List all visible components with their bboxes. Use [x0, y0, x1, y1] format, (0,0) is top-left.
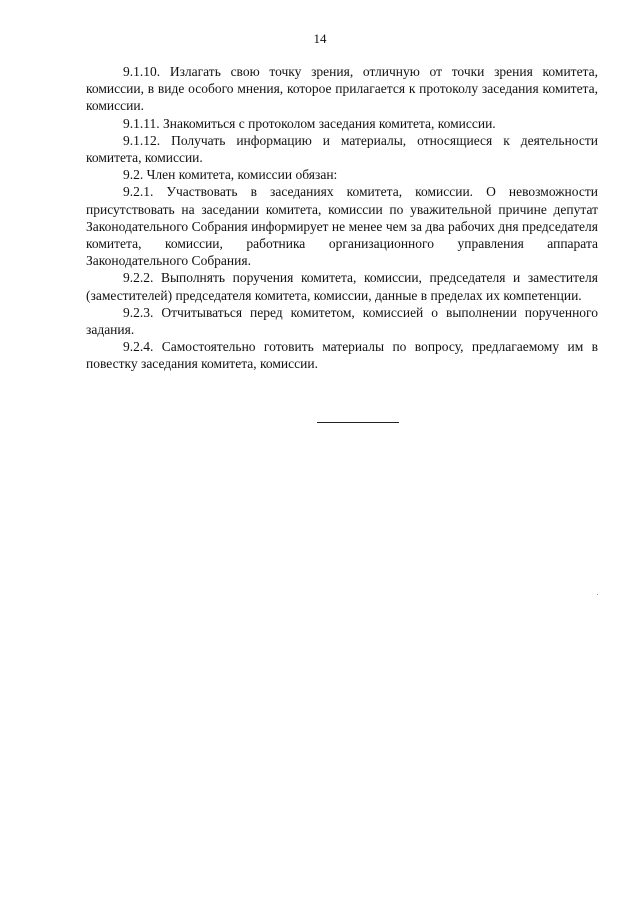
paragraph-9-2-3: 9.2.3. Отчитываться перед комитетом, комиссией о выполнении порученного задания.: [86, 304, 598, 338]
paragraph-9-1-10: 9.1.10. Излагать свою точку зрения, отличную от точки зрения комитета, комиссии, в виде особого мнения, которое прилагается к протоколу заседания комитета, комиссии.: [86, 64, 598, 114]
paragraph-9-2: 9.2. Член комитета, комиссии обязан:: [123, 167, 338, 183]
end-divider: [317, 422, 399, 423]
page-number: 14: [313, 31, 327, 46]
paragraph-9-2-2: 9.2.2. Выполнять поручения комитета, комиссии, председателя и заместителя (заместителей) председателя комитета, комиссии, данные в пределах их компетенции.: [86, 270, 598, 303]
paragraph-9-2-1: 9.2.1. Участвовать в заседаниях комитета, комиссии. О невозможности присутствовать на заседании комитета, комиссии по уважительной причине депутат Законодательного Собрания информирует не менее чем за два рабочих дня председателя комитета, комиссии, работника организационного управления аппарата Законодательного Собрания.: [86, 184, 598, 269]
document-body: [86, 63, 598, 373]
paragraph-9-1-12: 9.1.12. Получать информацию и материалы, относящиеся к деятельности комитета, комиссии.: [86, 132, 598, 166]
paragraph-9-1-11: 9.1.11. Знакомиться с протоколом заседания комитета, комиссии.: [123, 115, 496, 131]
paragraph-9-2-4: 9.2.4. Самостоятельно готовить материалы по вопросу, предлагаемому им в повестку заседания комитета, комиссии.: [86, 339, 598, 372]
scan-speck: [597, 594, 598, 595]
